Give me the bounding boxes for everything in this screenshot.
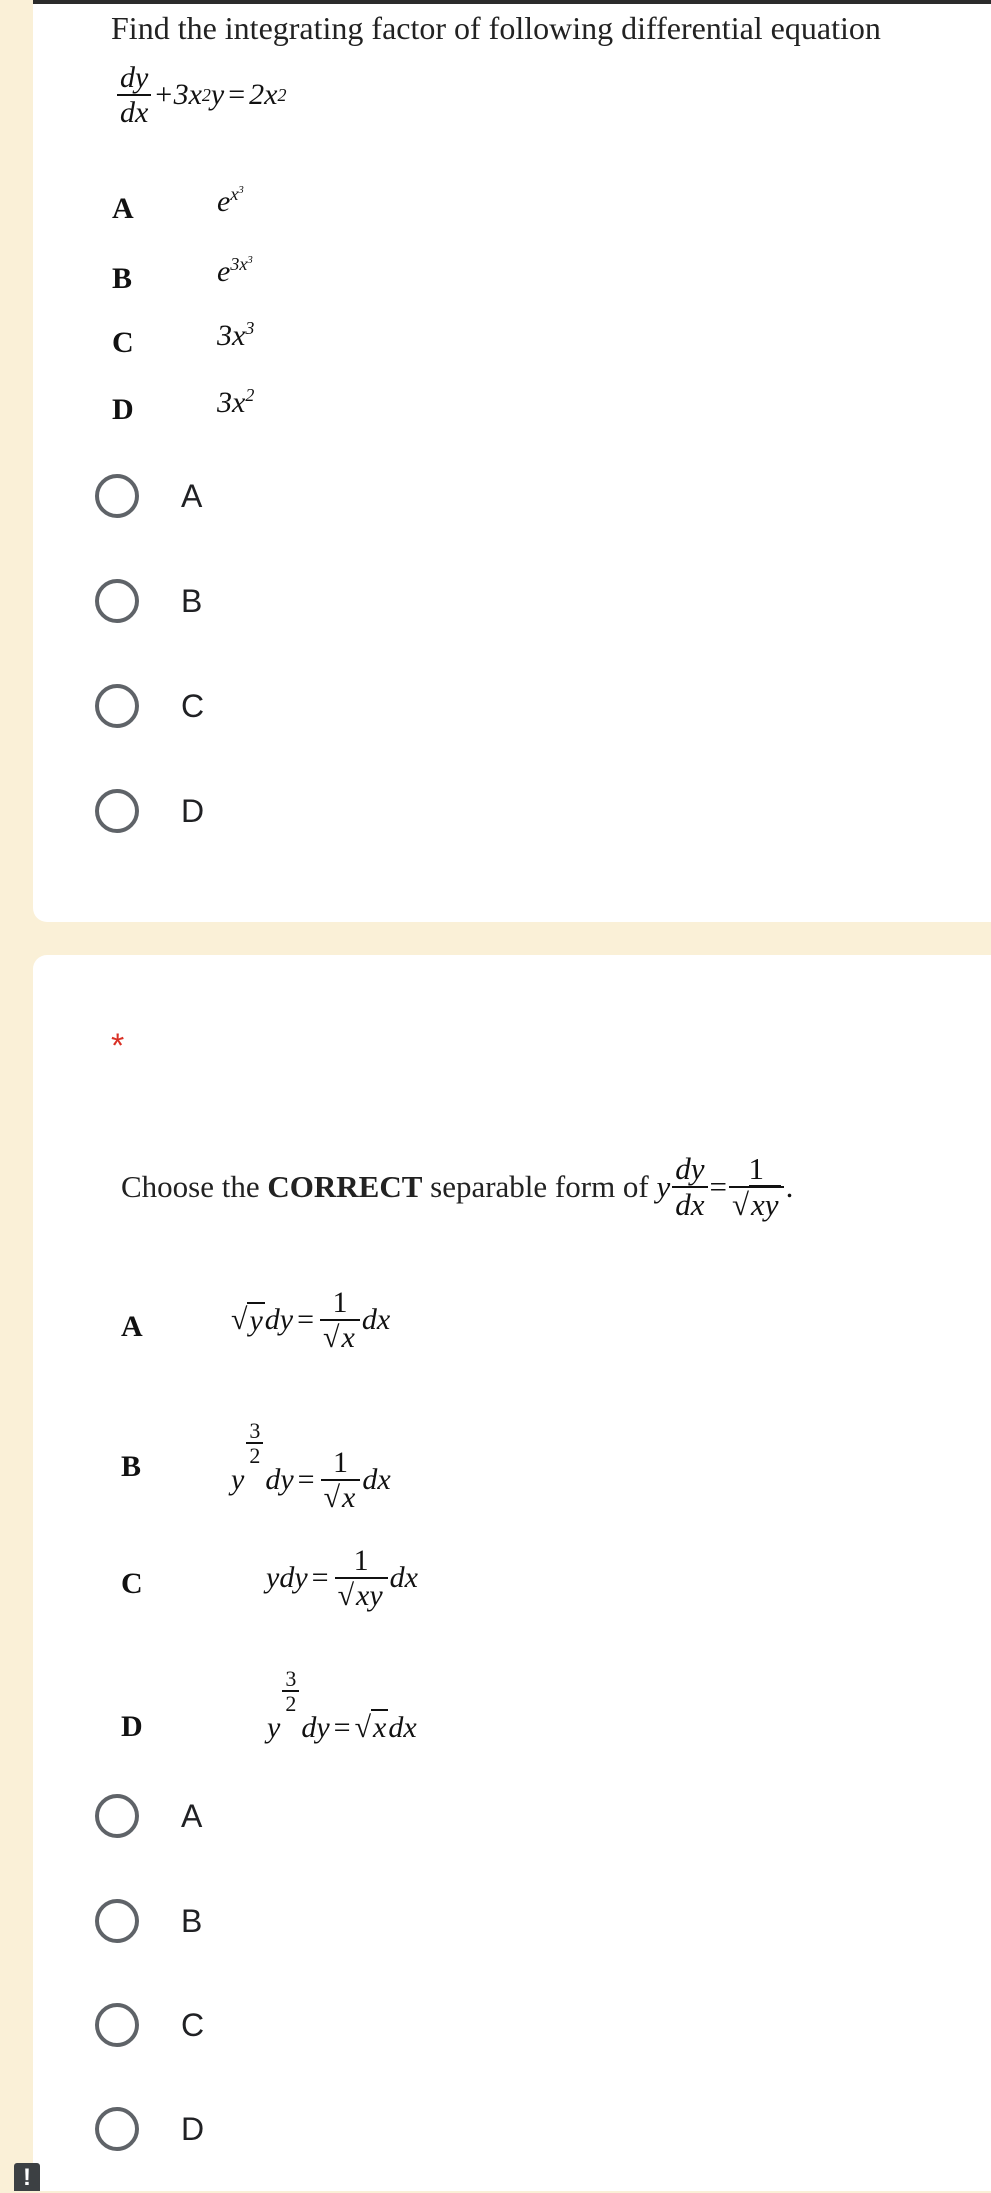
radio-button[interactable] — [95, 2107, 139, 2151]
radio-button[interactable] — [95, 789, 139, 833]
q2-radio-choice-a[interactable]: A — [33, 1786, 991, 1856]
radio-button[interactable] — [95, 579, 139, 623]
radio-button[interactable] — [95, 474, 139, 518]
q2-radio-choice-d[interactable]: D — [33, 2099, 991, 2169]
radio-button[interactable] — [95, 2003, 139, 2047]
q2-radio-choice-c[interactable]: C — [33, 1995, 991, 2065]
radio-button[interactable] — [95, 1794, 139, 1838]
question-card-1: Find the integrating factor of following differential equation $\frac{dy}{dx}$ +3x 2 y = 2x 2 A $e^{x^3}$ B $e^{3x^3}$ C $3x^3$ D $3x^2$ A B C D — [33, 0, 991, 922]
q1-radio-choice-d[interactable]: D — [33, 781, 991, 851]
question-1-text: Find the integrating factor of following differential equation — [111, 10, 881, 46]
required-asterisk: * — [111, 1027, 125, 1065]
report-issue-icon[interactable]: ! — [14, 2163, 40, 2191]
question-2-text: Choose the CORRECT separable form of y $\frac{dy}{dx}$ = $\frac{1}{√xy}$ . — [121, 1151, 794, 1222]
q1-radio-choice-b[interactable]: B — [33, 571, 991, 641]
question-1-equation: $\frac{dy}{dx}$ +3x 2 y = 2x 2 — [115, 62, 286, 129]
radio-button[interactable] — [95, 1899, 139, 1943]
q2-radio-choice-b[interactable]: B — [33, 1891, 991, 1961]
q1-radio-choice-a[interactable]: A — [33, 466, 991, 536]
question-card-2: * Choose the CORRECT separable form of y $\frac{dy}{dx}$ = $\frac{1}{√xy}$ . A √ y dy = $\frac{1}{√x}$ dx B y $\frac{3}{2}$ dy = $\frac{1}{√x}$ dx C ydy = $\frac{1}{√xy}$ dx D y $\frac{3}{2}$ dy = √x dx A B C D — [33, 955, 991, 2191]
q1-radio-choice-c[interactable]: C — [33, 676, 991, 746]
radio-button[interactable] — [95, 684, 139, 728]
